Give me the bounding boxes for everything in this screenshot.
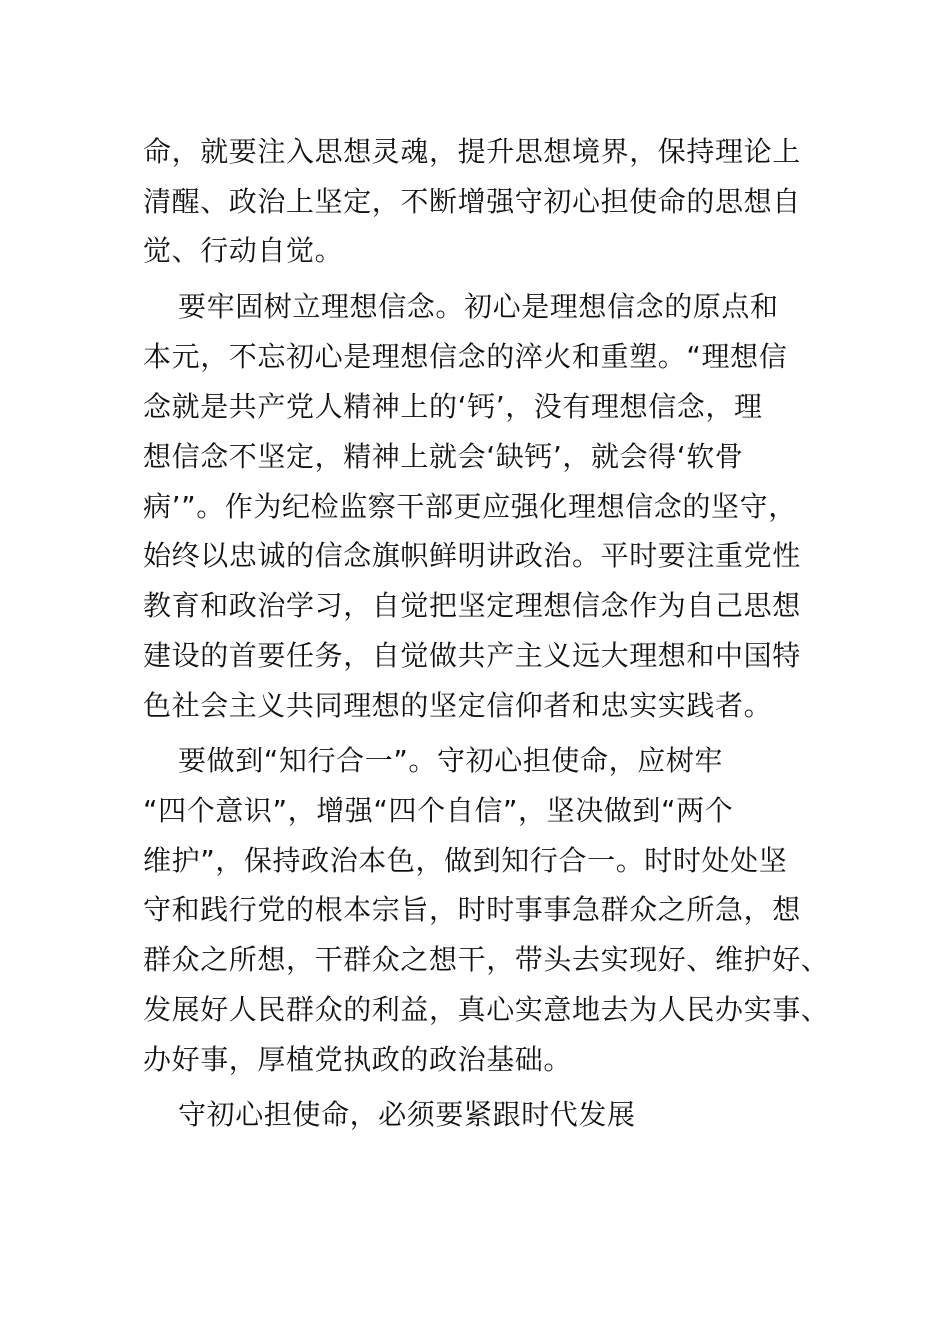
paragraph-3-line-6: 发展好人民群众的利益，真心实意地去为人民办实事、 [143,993,830,1026]
paragraph-3-line-2: “四个意识”，增强“四个自信”，坚决做到“两个 [143,794,734,827]
paragraph-3-line-7: 办好事，厚植党执政的政治基础。 [143,1043,573,1076]
paragraph-1-line-1: 命，就要注入思想灵魂，提升思想境界，保持理论上 [143,135,801,168]
paragraph-2-line-4: 想信念不坚定，精神上就会‘缺钙’，就会得‘软骨 [143,440,744,473]
paragraph-3-line-4: 守和践行党的根本宗旨，时时事事急群众之所急，想 [143,893,801,926]
paragraph-2-line-2: 本元，不忘初心是理想信念的淬火和重塑。“理想信 [143,340,788,373]
paragraph-2-line-3: 念就是共产党人精神上的‘钙’，没有理想信念，理 [143,390,763,423]
paragraph-3-line-1: 要做到“知行合一”。守初心担使命，应树牢 [178,744,724,777]
paragraph-2-line-6: 始终以忠诚的信念旗帜鲜明讲政治。平时要注重党性 [143,539,801,572]
paragraph-2-line-9: 色社会主义共同理想的坚定信仰者和忠实实践者。 [143,689,773,722]
paragraph-1-line-3: 觉、行动自觉。 [143,234,344,267]
paragraph-2-line-7: 教育和政治学习，自觉把坚定理想信念作为自己思想 [143,589,801,622]
paragraph-2-line-1: 要牢固树立理想信念。初心是理想信念的原点和 [178,290,779,323]
paragraph-3-line-3: 维护”，保持政治本色，做到知行合一。时时处处坚 [143,844,788,877]
paragraph-2-line-8: 建设的首要任务，自觉做共产主义远大理想和中国特 [143,639,801,672]
paragraph-1-line-2: 清醒、政治上坚定，不断增强守初心担使命的思想自 [143,185,801,218]
paragraph-2-line-5: 病’”。作为纪检监察干部更应强化理想信念的坚守， [143,490,797,523]
paragraph-3-line-5: 群众之所想，干群众之想干，带头去实现好、维护好、 [143,943,830,976]
paragraph-4-line-1: 守初心担使命，必须要紧跟时代发展 [178,1098,636,1131]
